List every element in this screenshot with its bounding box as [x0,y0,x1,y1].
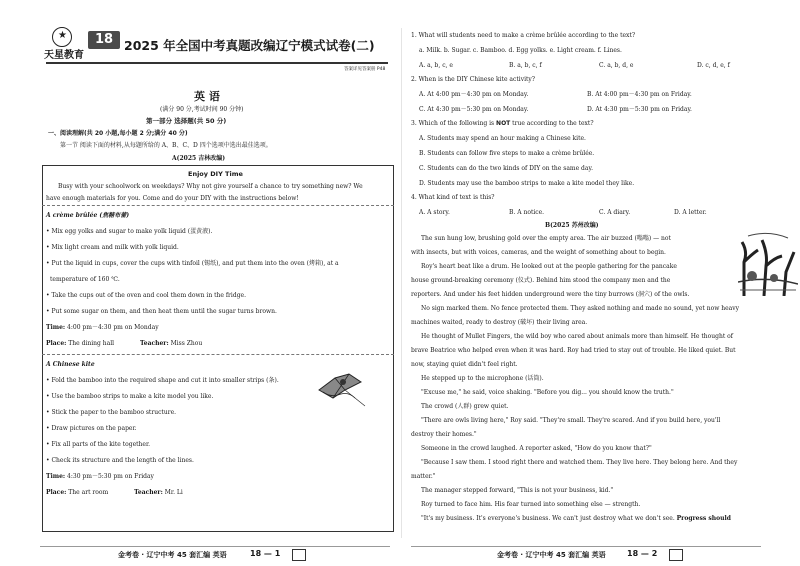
section-heading: 一、阅读理解(共 20 小题,每小题 2 分;满分 40 分) [48,130,188,137]
score-note: (满分 90 分,考试时间 90 分钟) [160,106,244,113]
passage-line: now, staying quiet didn't feel right. [411,361,518,368]
question-1: 1. What will students need to make a crème brûlée according to the text? [411,32,636,39]
creme-place: Place: The dining hall Teacher: Miss Zhou [46,340,203,347]
passage-line: The sun hung low, brushing gold over the empty area. The air buzzed (嗡嗡) — not [421,235,671,242]
kite-step: • Draw pictures on the paper. [46,425,137,432]
q1-items: a. Milk. b. Sugar. c. Bamboo. d. Egg yolks. e. Light cream. f. Lines. [419,47,622,54]
page-number: 18 — 1 [250,549,281,558]
passage-line: "It's my business. It's everyone's business. We can't just destroy what we don't see. Progress should [421,515,731,522]
option: D. Students may use the bamboo strips to make a kite model they like. [419,180,635,187]
option: C. At 4:30 pm－5:30 pm on Monday. [419,106,529,113]
kite-step: • Check its structure and the length of the lines. [46,457,194,464]
page-divider [401,28,402,538]
footer-text: 金考卷 · 辽宁中考 45 套汇编 英语 [497,551,606,559]
creme-time: Time: 4:00 pm－4:30 pm on Monday [46,324,159,331]
header-rule [46,62,388,64]
kite-time: Time: 4:30 pm－5:30 pm on Friday [46,473,154,480]
passage-line: No sign marked them. No fence protected them. They asked nothing and made no sound, yet now heavy [421,305,740,312]
passage-line: brave Beatrice who helped even when it was hard. Roy had tried to stay out of trouble. He liked quiet. But [411,347,736,354]
option: A. a, b, c, e [419,62,453,69]
qr-icon [669,549,683,561]
logo-text: 天星教育 [44,50,84,61]
section-divider [42,205,394,206]
option: B. Students can follow five steps to make a crème brûlée. [419,150,595,157]
option: B. At 4:00 pm－4:30 pm on Friday. [587,91,692,98]
passage-line: He stepped up to the microphone (话筒). [421,375,544,382]
notice-intro-line: have enough materials for you. Come and do your DIY with the instructions below! [46,195,299,202]
kite-illustration [315,368,373,410]
passage-line: destroy their homes." [411,431,477,438]
passage-b-label: B(2025 苏州改编) [545,222,599,229]
passage-line: He thought of Mullet Fingers, the wild boy who cared about animals more than himself. He thought of [421,333,733,340]
footer-rule [411,546,761,547]
question-3: 3. Which of the following is NOT true according to the text? [411,120,594,127]
passage-line: reporters. And under his feet hidden underground were the tiny burrows (洞穴) of the owls. [411,291,690,298]
star-icon: ★ [58,30,67,41]
option: C. A diary. [599,209,631,216]
option: B. A notice. [509,209,545,216]
option: D. At 4:30 pm－5:30 pm on Friday. [587,106,692,113]
passage-line: "There are owls living here," Roy said. "They're small. They're scared. And if you build here, you'll [421,417,721,424]
passage-line: Someone in the crowd laughed. A reporter asked, "How do you know that?" [421,445,652,452]
page-number: 18 — 2 [627,549,658,558]
option: A. Students may spend an hour making a Chinese kite. [419,135,586,142]
option: B. a, b, c, f [509,62,542,69]
creme-step: • Put the liquid in cups, cover the cups with tinfoil (锡纸), and put them into the oven (烤箱), at a [46,260,339,267]
option: D. A letter. [674,209,707,216]
option: C. Students can do the two kinds of DIY on the same day. [419,165,593,172]
question-2: 2. When is the DIY Chinese kite activity? [411,76,536,83]
part-title: 第一部分 选择题(共 50 分) [146,117,227,125]
passage-line: The manager stepped forward, "This is not your business, kid." [421,487,614,494]
kite-place: Place: The art room Teacher: Mr. Li [46,489,183,496]
passage-line: with insects, but with voices, cameras, and the weight of something about to begin. [411,249,666,256]
passage-line: matter." [411,473,436,480]
passage-line: house ground-breaking ceremony (仪式). Behind him stood the company men and the [411,277,671,284]
qr-icon [292,549,306,561]
right-page [405,0,800,566]
notice-title: Enjoy DIY Time [188,170,243,178]
test-number-badge: 18 [88,31,120,49]
creme-step: • Take the cups out of the oven and cool them down in the fridge. [46,292,246,299]
creme-heading: A crème brûlée (焦糖布蕾) [46,212,130,219]
passage-line: machines waited, ready to destroy (破坏) their living area. [411,319,588,326]
answer-reference: 答案详见答案册 P48 [344,67,386,72]
passage-line: Roy turned to face him. His fear turned into something else — strength. [421,501,641,508]
owl-tree-illustration [738,232,798,296]
creme-step: temperature of 160 ℃. [50,276,120,283]
passage-line: The crowd (人群) grew quiet. [421,403,509,410]
passage-a-label: A(2025 吉林改编) [172,155,226,162]
footer-rule [40,546,390,547]
kite-step: • Fix all parts of the kite together. [46,441,151,448]
subject-title: 英 语 [194,90,220,103]
option: D. c, d, e, f [697,62,730,69]
option: C. a, b, d, e [599,62,634,69]
kite-step: • Fold the bamboo into the required shape and cut it into smaller strips (条). [46,377,279,384]
kite-step: • Use the bamboo strips to make a kite model you like. [46,393,214,400]
creme-step: • Put some sugar on them, and then heat them until the sugar turns brown. [46,308,277,315]
kite-heading: A Chinese kite [46,361,95,368]
option: A. A story. [419,209,450,216]
notice-intro-line: Busy with your schoolwork on weekdays? Why not give yourself a chance to try something new? We [58,183,363,190]
question-4: 4. What kind of text is this? [411,194,495,201]
passage-line: "Because I saw them. I stood right there and watched them. They live here. They belong here. And they [421,459,738,466]
passage-line: Roy's heart beat like a drum. He looked out at the people gathering for the pancake [421,263,677,270]
kite-step: • Stick the paper to the bamboo structure. [46,409,177,416]
creme-step: • Mix light cream and milk with yolk liquid. [46,244,179,251]
creme-step: • Mix egg yolks and sugar to make yolk liquid (蛋黄液). [46,228,213,235]
section-instruction: 第一节 阅读下面的材料,从每题所给的 A、B、C、D 四个选项中选出最佳选项。 [60,142,272,149]
section-divider [42,354,394,355]
option: A. At 4:00 pm－4:30 pm on Monday. [419,91,529,98]
passage-line: "Excuse me," he said, voice shaking. "Before you dig... you should know the truth." [421,389,674,396]
exam-title: 2025 年全国中考真题改编辽宁模式试卷(二) [124,38,375,53]
footer-text: 金考卷 · 辽宁中考 45 套汇编 英语 [118,551,227,559]
